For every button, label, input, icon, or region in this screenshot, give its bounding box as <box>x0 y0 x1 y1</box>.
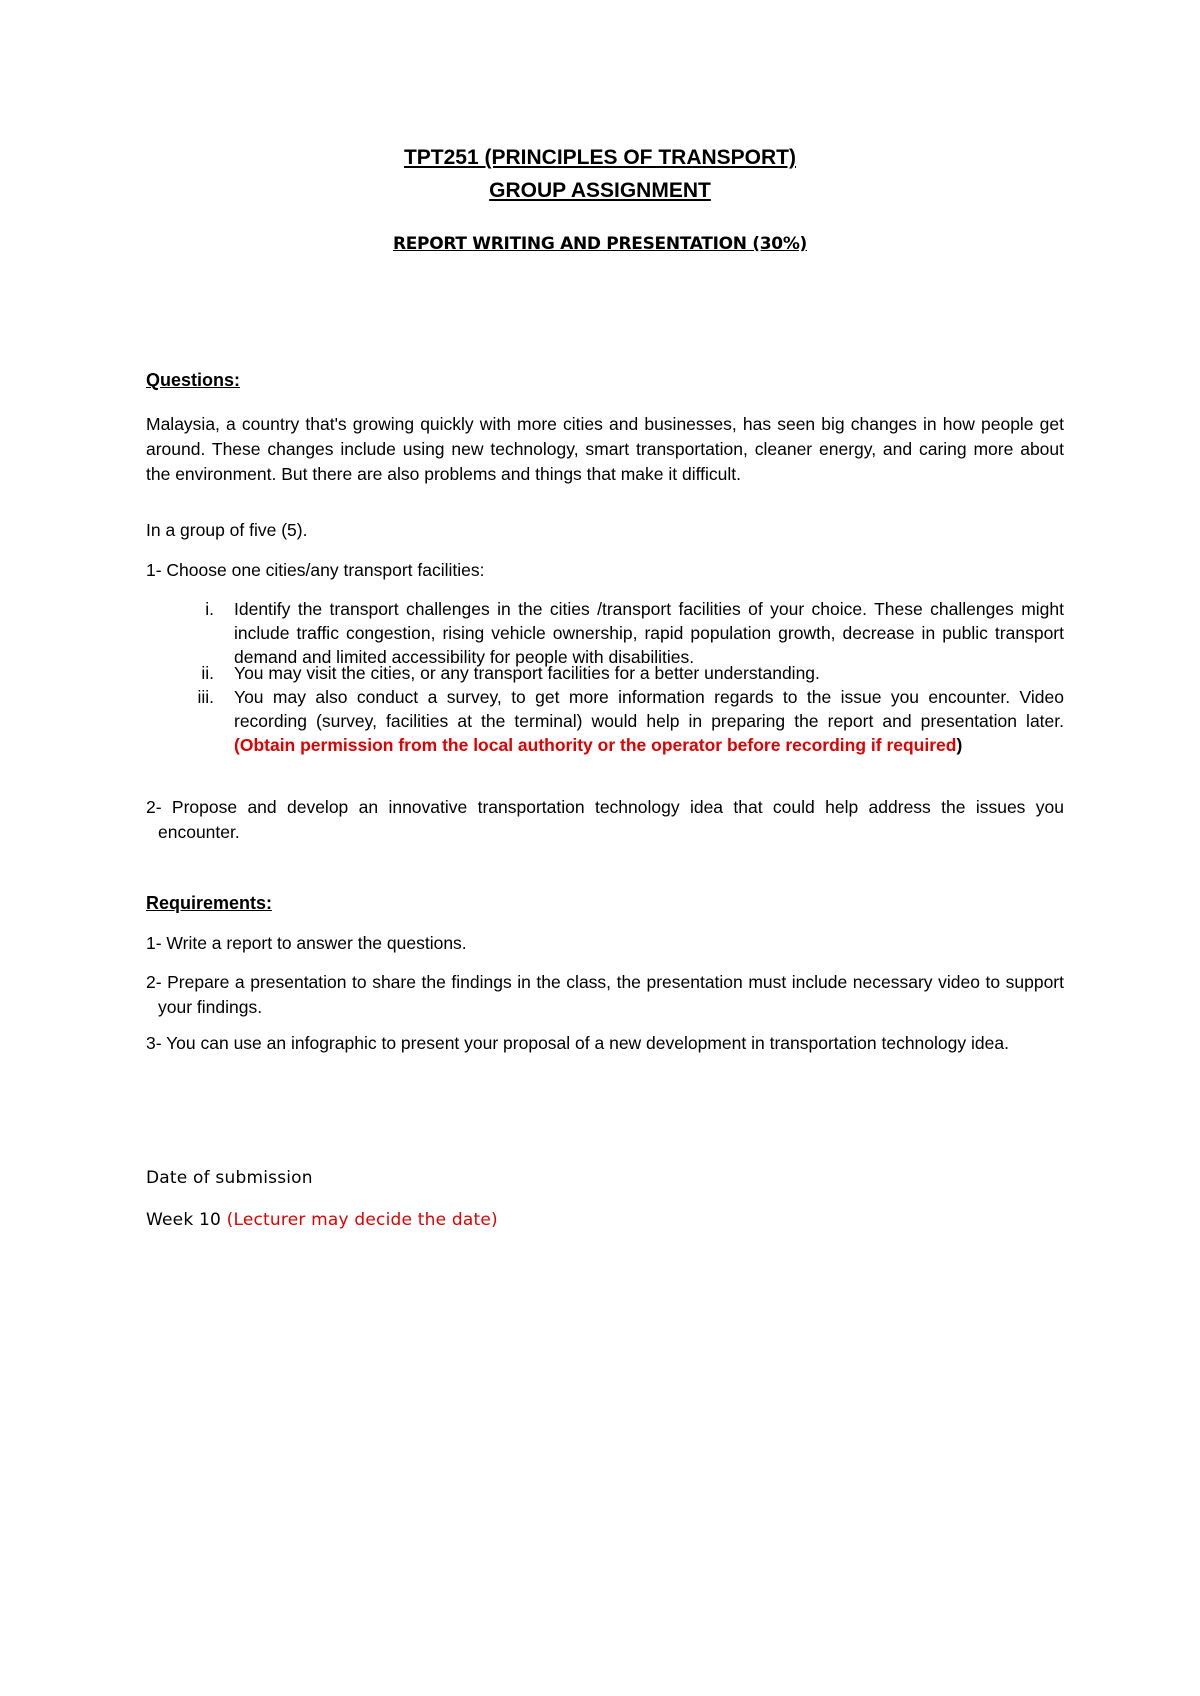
sub-item-number: i. <box>205 599 214 619</box>
group-size-text: In a group of five (5). <box>146 520 308 540</box>
title-line-1: TPT251 (PRINCIPLES OF TRANSPORT) <box>403 146 797 169</box>
intro-paragraph: Malaysia, a country that's growing quickly with more cities and businesses, has seen big changes in how people get around. These changes include using new technology, smart transportation, cleaner energy, and caring more about the environment. But there are also problems and things that make it difficult. <box>146 414 1064 484</box>
question-item-1: 1- Choose one cities/any transport facilities: <box>146 560 485 580</box>
permission-note-close: ) <box>956 735 963 755</box>
sub-item-text: You may visit the cities, or any transport facilities for a better understanding. <box>234 663 820 683</box>
subtitle: REPORT WRITING AND PRESENTATION (30%) <box>392 234 808 254</box>
permission-note-open: ( <box>234 735 240 755</box>
sub-item-text: Identify the transport challenges in the cities /transport facilities of your choice. These challenges might include traffic congestion, rising vehicle ownership, rapid population growth, decrease in public transport demand and limited accessibility for people with disabilities. <box>234 599 1064 667</box>
requirements-heading: Requirements: <box>146 893 273 913</box>
permission-note: Obtain permission from the local authority or the operator before recording if required <box>239 735 957 755</box>
requirement-item-1: 1- Write a report to answer the questions. <box>146 933 467 953</box>
requirement-item-2: 2- Prepare a presentation to share the findings in the class, the presentation must include necessary video to support your findings. <box>146 972 1064 1017</box>
requirement-item-3: 3- You can use an infographic to present your proposal of a new development in transportation technology idea. <box>146 1033 1009 1053</box>
sub-item-text <box>234 685 1064 757</box>
sub-item-number: iii. <box>197 687 214 707</box>
sub-item-iii <box>146 685 1064 781</box>
title-line-2: GROUP ASSIGNMENT <box>489 179 711 202</box>
submission-week: Week 10 <box>146 1210 227 1230</box>
submission-note: (Lecturer may decide the date) <box>226 1210 498 1230</box>
sub-item-ii <box>146 661 1064 685</box>
submission-label: Date of submission <box>146 1168 313 1188</box>
sub-item-body: You may also conduct a survey, to get more information regards to the issue you encounter. Video recording (survey, facilities at the terminal) would help in preparing the report and presentation later. <box>234 687 1064 731</box>
submission-date <box>146 1210 498 1230</box>
question-item-2: 2- Propose and develop an innovative transportation technology idea that could help address the issues you encounter. <box>146 797 1064 842</box>
sub-item-i <box>146 597 1064 669</box>
questions-heading: Questions: <box>146 370 241 390</box>
sub-item-number: ii. <box>201 663 214 683</box>
